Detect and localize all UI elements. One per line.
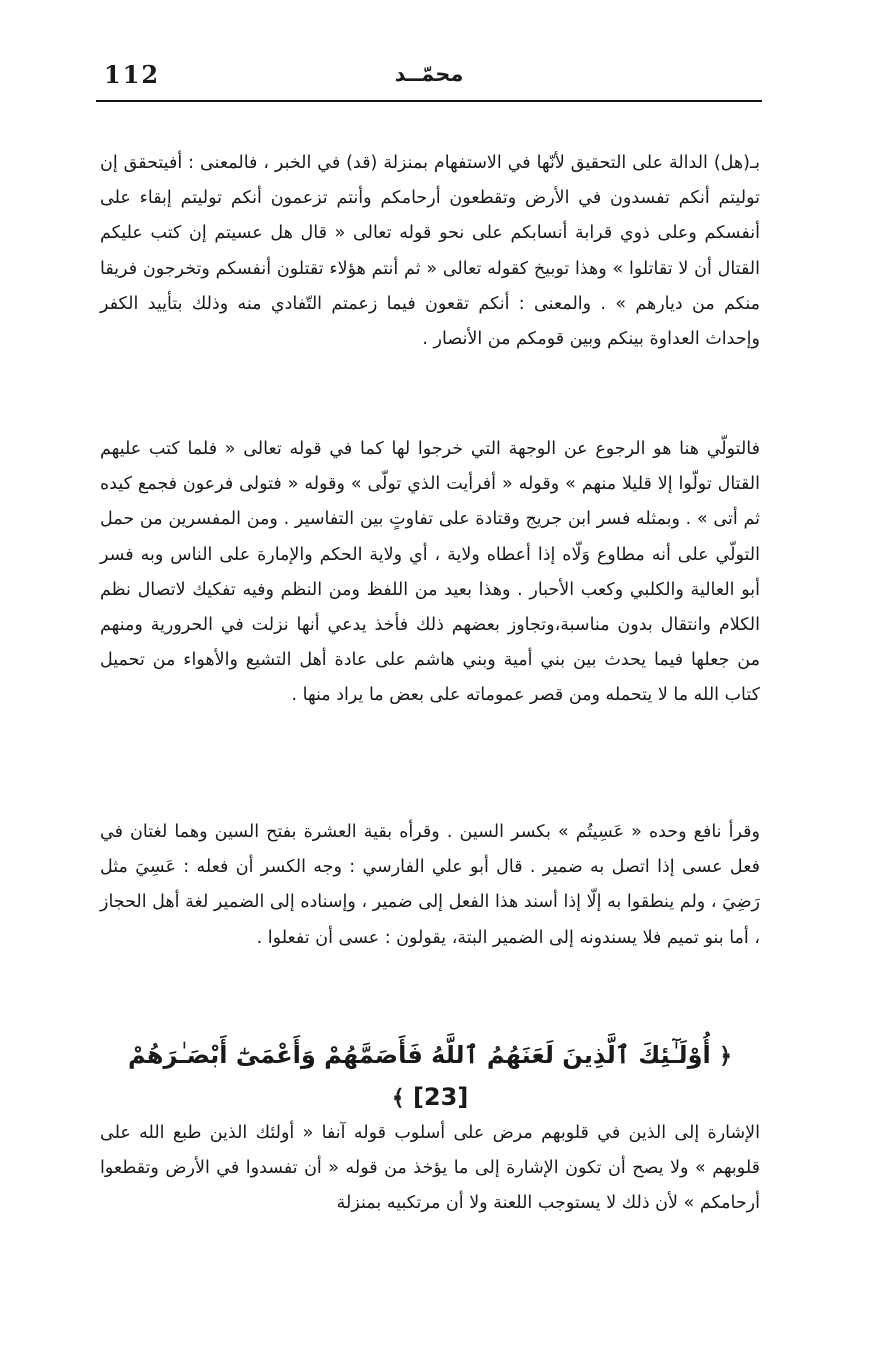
paragraph-4: الإشارة إلى الذين في قلوبهم مرض على أسلوب قوله آنفا « أولئك الذين طبع الله على قلوبهم » ولا يصح أن تكون الإشارة إلى ما يؤخذ من قوله « أن تفسدوا في الأرض وتقطعوا أرحامكم » لأن ذلك لا يستوجب اللعنة ولا أن مرتكبيه بمنزلة [100,1123,760,1214]
paragraph-1: بـ(هل) الدالة على التحقيق لأنّها في الاستفهام بمنزلة (قد) في الخبر ، فالمعنى : أفيتحقق إن توليتم أنكم تفسدون في الأرض وتقطعون أرحامكم وأنتم تزعمون أنكم توليتم إبقاء على أنفسكم وعلى ذوي قرابة أنسابكم على نحو قوله تعالى « قال هل عسيتم إن كتب عليكم القتال أن لا تقاتلوا » وهذا توبيخ كقوله تعالى « ثم أنتم هؤلاء تقتلون أنفسكم وتخرجون فريقا منكم من ديارهم » . والمعنى : أنكم تقعون فيما زعمتم التّفادي منه وذلك بتأييد الكفر وإحداث العداوة بينكم وبين قومكم من الأنصار . [100,153,760,350]
paragraph-3: وقرأ نافع وحده « عَسِيتُم » بكسر السين . وقرأه بقية العشرة بفتح السين وهما لغتان في فعل عسى إذا اتصل به ضمير . قال أبو علي الفارسي : وجه الكسر أن فعله : عَسِيَ مثل رَضِيَ ، ولم ينطقوا به إلّا إذا أسند هذا الفعل إلى ضمير ، وإسناده إلى الضمير لغة أهل الحجاز ، أما بنو تميم فلا يسندونه إلى الضمير البتة، يقولون : عسى أن تفعلوا . [100,822,760,948]
verse-text: أُوْلَـٰٓئِكَ ٱلَّذِينَ لَعَنَهُمُ ٱللَّهُ فَأَصَمَّهُمْ وَأَعْمَىٰٓ أَبْصَـٰرَهُمْ [23] [128,1041,711,1111]
page-header [96,58,762,98]
verse-close-ornament: ﴾ [391,1086,405,1111]
running-title: محمّــد [394,62,464,86]
paragraph-2: فالتولّي هنا هو الرجوع عن الوجهة التي خرجوا لها كما في قوله تعالى « فلما كتب عليهم القتال تولّوا إلا قليلا منهم » وقوله « أفرأيت الذي تولّى » وقوله « فتولى فرعون فجمع كيده ثم أتى » . وبمثله فسر ابن جريج وقتادة على تفاوتٍ بين التفاسير . ومن المفسرين من حمل التولّي على أنه مطاوع وَلّاه إذا أعطاه ولاية ، أي ولاية الحكم والإمارة على الناس وبه فسر أبو العالية والكلبي وكعب الأحبار . وهذا بعيد من اللفظ ومن النظم وفيه تفكيك لاتصال نظم الكلام وانتقال بدون مناسبة،وتجاوز بعضهم ذلك فأخذ يدعي أنها نزلت في الحرورية ومنهم من جعلها فيما يحدث بين بني أمية وبني هاشم على عادة أهل التشيع والأهواء من تحميل كتاب الله ما لا يتحمله ومن قصر عموماته على بعض ما يراد منها . [100,439,760,706]
header-rule [96,100,762,102]
page-number: 112 [104,60,161,89]
quran-verse [100,1035,760,1119]
verse-open-ornament: ﴿ [719,1044,732,1069]
